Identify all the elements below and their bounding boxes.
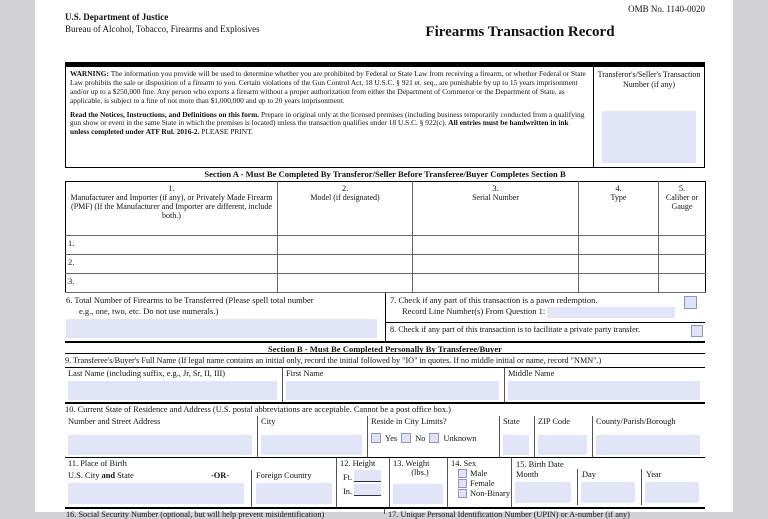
row2-number: 2. xyxy=(68,257,75,267)
birth-month-input[interactable] xyxy=(515,482,571,503)
middle-name-input[interactable] xyxy=(508,381,700,400)
foreign-country-input[interactable] xyxy=(256,483,332,504)
col5-label: Caliber or Gauge xyxy=(665,193,699,211)
seller-transaction-number-label: Transferor's/Seller's Transaction Number (if any) xyxy=(597,70,701,89)
birth-month-label: Month xyxy=(516,470,539,479)
name-fields-row xyxy=(65,367,705,402)
us-city-and: and xyxy=(101,471,116,480)
total-firearms-input[interactable] xyxy=(66,319,377,338)
state-cell xyxy=(500,416,535,457)
sex-label: 14. Sex xyxy=(451,459,477,468)
form-content xyxy=(65,0,705,519)
sex-cell xyxy=(448,458,512,507)
read-notices-paragraph xyxy=(70,111,588,138)
city-limits-unknown-checkbox[interactable] xyxy=(429,433,439,443)
state-input[interactable] xyxy=(503,435,529,455)
col4-number: 4. xyxy=(615,183,622,193)
state-label: State xyxy=(503,417,520,426)
question-6-line1: 6. Total Number of Firearms to be Transferred (Please spell total number xyxy=(66,295,314,305)
read-notices-body: Prepare in original only at the licensed premises (including business temporarily conducted from a qualifying gun show or event in the same State in which the premises is located) unless the transaction qualifies under 18 U.S.C. § 922(c). xyxy=(70,109,585,128)
firearm-row-1 xyxy=(66,236,706,255)
height-in-label: In. xyxy=(343,487,353,496)
county-cell xyxy=(593,416,705,457)
form-header xyxy=(65,0,705,62)
us-city-state-label xyxy=(68,471,134,480)
sex-female-label: Female xyxy=(470,479,495,488)
us-city-pre: U.S. City xyxy=(68,471,102,480)
pawn-redemption-checkbox[interactable] xyxy=(684,296,697,309)
question-17-partial: 17. Unique Personal Identification Number (UPIN) or A-number (if any) xyxy=(388,510,630,519)
street-address-cell xyxy=(65,416,258,457)
birth-day-label: Day xyxy=(582,470,596,479)
ink-note: All entries must be handwritten in ink unless completed under ATF Rul. 2016-2. xyxy=(70,118,569,137)
row1-number: 1. xyxy=(68,238,75,248)
first-name-label: First Name xyxy=(286,369,324,378)
warning-box xyxy=(65,62,705,168)
question-7-text: 7. Check if any part of this transaction is a pawn redemption. xyxy=(390,295,598,305)
weight-cell xyxy=(390,458,448,507)
weight-lbs-label: (lbs.) xyxy=(411,468,429,477)
county-label: County/Parish/Borough xyxy=(596,417,676,426)
last-name-cell xyxy=(65,368,283,402)
city-limits-yes-label: Yes xyxy=(385,433,398,443)
col1-number: 1. xyxy=(168,183,175,193)
city-limits-no-label: No xyxy=(415,433,426,443)
city-cell xyxy=(258,416,368,457)
city-limits-yes-checkbox[interactable] xyxy=(371,433,381,443)
middle-name-cell xyxy=(505,368,705,402)
first-name-cell xyxy=(283,368,505,402)
col3-label: Serial Number xyxy=(472,193,519,202)
questions-6-8 xyxy=(65,293,705,341)
col-type-header xyxy=(579,182,659,236)
sex-female-checkbox[interactable] xyxy=(458,479,467,488)
weight-input[interactable] xyxy=(393,484,443,504)
us-city-post: State xyxy=(115,471,134,480)
height-ft-input[interactable] xyxy=(354,470,381,482)
city-limits-cell xyxy=(368,416,500,457)
street-address-label: Number and Street Address xyxy=(68,417,161,426)
weight-label: 13. Weight xyxy=(393,459,430,468)
question-10 xyxy=(65,402,705,457)
section-b-header: Section B - Must Be Completed Personally By Transferee/Buyer xyxy=(65,341,705,354)
please-print: PLEASE PRINT. xyxy=(201,127,253,137)
col1-label: Manufacturer and Importer (if any), or Privately Made Firearm (PMF) (If the Manufacturer and Importer are different, include both.) xyxy=(70,193,273,220)
section-a-header: Section A - Must Be Completed By Transferor/Seller Before Transferee/Buyer Completes Section B xyxy=(204,169,566,179)
question-6-line2: e.g., one, two, etc. Do not use numerals.) xyxy=(79,305,219,316)
or-label: -OR- xyxy=(211,471,230,480)
firearm-row-2 xyxy=(66,255,706,274)
col2-number: 2. xyxy=(341,183,349,193)
birth-year-label: Year xyxy=(646,470,662,479)
height-cell xyxy=(337,458,390,507)
city-limits-label: Reside in City Limits? xyxy=(371,417,447,426)
city-limits-unknown-label: Unknown xyxy=(443,433,477,443)
middle-name-label: Middle Name xyxy=(508,369,555,378)
county-input[interactable] xyxy=(596,435,700,455)
height-in-input[interactable] xyxy=(354,484,381,496)
question-9-text: 9. Transferee's/Buyer's Full Name (If legal name contains an initial only, record the initial followed by "IO" in quotes. If no middle initial or name, record "NMN".) xyxy=(65,356,602,365)
city-limits-no-checkbox[interactable] xyxy=(401,433,411,443)
foreign-country-label: Foreign Country xyxy=(256,471,312,480)
firearms-table xyxy=(65,181,706,293)
question-7 xyxy=(386,293,705,323)
seller-transaction-number-input[interactable] xyxy=(602,111,696,163)
question-8 xyxy=(386,323,705,340)
col-caliber-header xyxy=(659,182,706,236)
birth-date-label: 15. Birth Date xyxy=(516,460,564,469)
questions-11-15 xyxy=(65,457,705,507)
last-name-label: Last Name (including suffix, e.g., Jr, Sr, II, III) xyxy=(68,369,226,378)
warning-paragraph xyxy=(70,70,588,106)
firearm-row-3 xyxy=(66,274,706,293)
birth-year-cell xyxy=(641,469,705,505)
col-model-header xyxy=(278,182,413,236)
sex-male-label: Male xyxy=(470,469,488,478)
question-16-partial: 16. Social Security Number (optional, but will help prevent misidentification) xyxy=(65,509,385,514)
street-address-input[interactable] xyxy=(68,435,252,455)
birth-day-cell xyxy=(577,469,641,505)
col5-number: 5. xyxy=(678,183,686,193)
row3-number: 3. xyxy=(68,276,75,286)
read-notices-lead: Read the Notices, Instructions, and Definitions on this form. xyxy=(70,109,260,119)
height-ft-label: Ft. xyxy=(343,473,353,482)
last-name-input[interactable] xyxy=(68,381,277,400)
first-name-input[interactable] xyxy=(286,381,499,400)
col-serial-header xyxy=(413,182,579,236)
question-10-text: 10. Current State of Residence and Address (U.S. postal abbreviations are acceptable. Cannot be a post office box.) xyxy=(65,405,451,414)
form-page xyxy=(35,0,733,519)
place-of-birth-cell xyxy=(65,458,337,507)
form-title: Firearms Transaction Record xyxy=(425,24,615,40)
bureau-line: Bureau of Alcohol, Tobacco, Firearms and Explosives xyxy=(65,24,260,34)
question-6 xyxy=(66,293,386,341)
question-8-text: 8. Check if any part of this transaction is to facilitate a private party transfer. xyxy=(390,325,641,334)
warning-lead: WARNING: xyxy=(70,69,110,78)
department-line: U.S. Department of Justice xyxy=(65,12,169,22)
sex-nonbinary-label: Non-Binary xyxy=(470,489,511,498)
questions-16-17-cutoff xyxy=(65,507,705,519)
record-line-input[interactable] xyxy=(547,307,675,318)
city-label: City xyxy=(261,417,276,426)
place-of-birth-divider xyxy=(251,470,252,507)
col2-label: Model (if designated) xyxy=(310,193,380,202)
seller-transaction-number-box xyxy=(594,67,704,167)
warning-text xyxy=(66,67,594,167)
place-of-birth-label: 11. Place of Birth xyxy=(68,459,127,468)
birth-date-cell xyxy=(512,458,705,507)
sex-male-checkbox[interactable] xyxy=(458,469,467,478)
address-row xyxy=(65,416,705,457)
omb-number: OMB No. 1140-0020 xyxy=(628,4,705,14)
record-line-label: Record Line Number(s) From Question 1: xyxy=(402,306,546,317)
warning-body: The information you provide will be used to determine whether you are prohibited by Federal or State Law from receiving a firearm, or whether Federal or State Law prohibits the sale or disposition of a firearm to you. Certain violations of the Gun Control Act, 18 U.S.C. § 921 et. seq., are punishable by up to 15 years imprisonment and/or up to a $250,000 fine. Any person who exports a firearm without a proper authorization from either the Department of Commerce or the Department of State, as applicable, is subject to a fine of not more than $1,000,000 and up to 20 years imprisonment. xyxy=(70,69,586,105)
birth-month-cell xyxy=(512,469,577,505)
col4-label: Type xyxy=(610,193,627,202)
private-party-transfer-checkbox[interactable] xyxy=(691,325,703,337)
col3-number: 3. xyxy=(492,183,499,193)
zip-input[interactable] xyxy=(538,435,587,455)
birth-year-input[interactable] xyxy=(645,482,699,503)
city-input[interactable] xyxy=(261,435,362,455)
col-manufacturer-header xyxy=(66,182,278,236)
sex-nonbinary-checkbox[interactable] xyxy=(458,489,467,498)
birth-day-input[interactable] xyxy=(581,482,635,503)
height-label: 12. Height xyxy=(340,459,376,468)
zip-cell xyxy=(535,416,593,457)
zip-label: ZIP Code xyxy=(538,417,571,426)
questions-7-8 xyxy=(386,293,705,341)
us-city-state-input[interactable] xyxy=(68,483,244,504)
